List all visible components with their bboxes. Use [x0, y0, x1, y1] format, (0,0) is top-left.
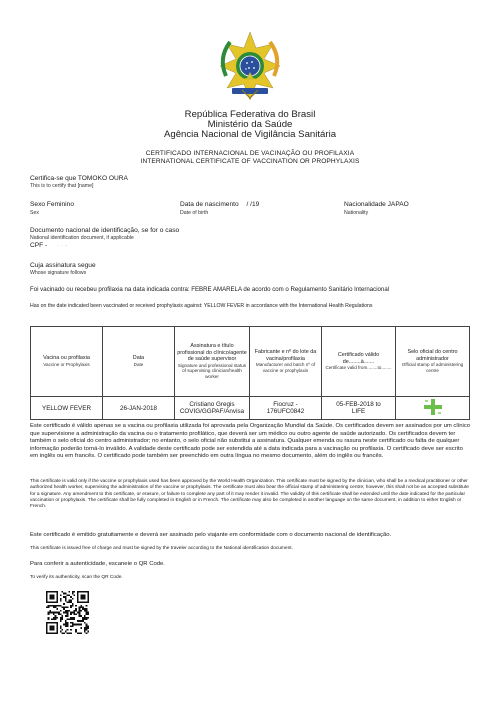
cpf-label: CPF - [30, 242, 48, 249]
qr-module [87, 612, 89, 614]
qr-module [60, 619, 62, 621]
qr-module [51, 605, 53, 607]
qr-module [79, 612, 81, 614]
header-republic: República Federativa do Brasil [184, 109, 316, 120]
cell-stamp [396, 397, 470, 420]
qr-module [75, 605, 77, 607]
cpf-row [30, 242, 67, 250]
qr-module [74, 613, 76, 615]
qr-module [82, 619, 84, 621]
signature-follows-en: Whose signature follows [30, 270, 87, 276]
qr-module [79, 624, 81, 626]
qr-module [70, 617, 72, 619]
qr-module [63, 632, 65, 634]
qr-module [74, 612, 76, 614]
qr-module [86, 627, 88, 629]
header-date-pt: Data [132, 355, 145, 362]
header-signature [175, 327, 250, 397]
header-validity-pt: Certificado válido de........à....... [337, 352, 380, 365]
qr-module [74, 610, 76, 612]
certificate-title-en: INTERNATIONAL CERTIFICATE OF VACCINATION OR PROPHYLAXIS [140, 158, 360, 165]
header-validity-en: Certificate valid from........to........ [325, 365, 392, 371]
certificate-title-pt: CERTIFICADO INTERNACIONAL DE VACINAÇÃO OU PROFILAXIA [145, 150, 355, 157]
qr-module [68, 619, 70, 621]
qr-module [80, 606, 82, 608]
header-manufacturer-en: Manufacturer and batch nº of vaccine or prophylaxis [255, 362, 316, 374]
qr-module [79, 632, 81, 634]
qr-module [79, 608, 81, 610]
dob-value: / /19 [246, 201, 260, 208]
cell-signature-org: COVIG/GGPAF/Anvisa [179, 408, 245, 416]
qr-module [60, 625, 62, 627]
qr-module [72, 617, 74, 619]
qr-module [60, 610, 62, 612]
dob-en: Date of birth [180, 210, 209, 216]
cell-validity-from: 05-FEB-2018 to [336, 400, 381, 408]
qr-module [65, 596, 67, 598]
qr-module [51, 619, 53, 621]
qr-module [58, 613, 60, 615]
qr-module [60, 598, 62, 600]
cell-manufacturer [250, 397, 322, 420]
qr-module [86, 617, 88, 619]
cpf-value: · · - [57, 242, 68, 249]
qr-module [86, 605, 88, 607]
table-header-row [31, 327, 470, 397]
qr-instruction-pt: Para conferir a autenticidade, escaneie o QR Code. [30, 561, 165, 567]
qr-module [67, 615, 69, 617]
qr-module [55, 605, 57, 607]
qr-module [87, 617, 89, 619]
cell-validity [322, 397, 396, 420]
qr-module [70, 605, 72, 607]
qr-module [67, 619, 69, 621]
qr-module [80, 615, 82, 617]
qr-module [48, 613, 50, 615]
qr-module [80, 605, 82, 607]
qr-module [49, 612, 51, 614]
header-vaccine [31, 327, 103, 397]
qr-module [65, 598, 67, 600]
qr-module [53, 612, 55, 614]
qr-module [75, 608, 77, 610]
qr-module [75, 631, 77, 633]
qr-module [80, 594, 85, 599]
qr-module [82, 620, 84, 622]
qr-module [51, 612, 53, 614]
qr-module [72, 593, 74, 595]
header-signature-pt: Assinatura e título profissional do clínico/agente de saúde supervisor [177, 342, 247, 363]
qr-module [67, 624, 69, 626]
qr-module [65, 624, 67, 626]
qr-module [70, 600, 72, 602]
qr-module [65, 610, 67, 612]
qr-module [86, 619, 88, 621]
qr-module [84, 619, 86, 621]
certify-name-en: This is to certify that [name] [30, 183, 94, 189]
header-date [103, 327, 175, 397]
qr-module [72, 622, 74, 624]
cell-signature [175, 397, 250, 420]
qr-module [65, 631, 67, 633]
qr-module [74, 591, 76, 593]
qr-module [65, 622, 67, 624]
header-agency: Agência Nacional de Vigilância Sanitária [163, 129, 337, 140]
qr-module [60, 620, 62, 622]
qr-module [68, 601, 70, 603]
header-ministry: Ministério da Saúde [207, 119, 293, 130]
qr-module [72, 598, 74, 600]
signature-follows-pt: Cuja assinatura segue [30, 262, 96, 269]
qr-module [60, 613, 62, 615]
vaccination-table [30, 326, 470, 420]
qr-module [86, 612, 88, 614]
qr-module [74, 594, 76, 596]
qr-module [67, 629, 69, 631]
cell-date: 26-JAN-2018 [103, 397, 175, 420]
stamp-cross-icon [422, 398, 444, 416]
qr-module [87, 631, 89, 633]
qr-module [49, 625, 54, 630]
qr-module [53, 605, 55, 607]
qr-module [72, 591, 74, 593]
qr-module [87, 627, 89, 629]
cell-manufacturer-batch: 176UFC0842 [266, 408, 305, 416]
qr-module [65, 625, 67, 627]
qr-module [74, 624, 76, 626]
qr-module [63, 606, 65, 608]
qr-module [55, 615, 57, 617]
qr-module [63, 612, 65, 614]
nationality-en: Nationality [344, 210, 369, 216]
sex-en: Sex [30, 210, 39, 216]
validity-text-en: This certificate is valid only if the vaccine or prophylaxis used has been approved by the World Health Organization. This certificate must be signed by the clinician, who shall be a medical practitioner or other authorized health worker, supervising the administration of the vaccine or prophylaxis. The certificate must also bear the official stamp of administering centre; however, this shall not be an accepted substitute for a signature. Any amendment to this certificate, or erasure, or failure to complete any part of it may render it invalid. The validity of this certificate shall be extended until the date indicated for the particular vaccination or prophylaxis. The certificate shall be fully completed in English or in French. The certificate may also be completed in another language on the same document, in addition to either English or French. [30, 479, 469, 510]
qr-module [67, 606, 69, 608]
qr-module [61, 606, 63, 608]
qr-module [53, 613, 55, 615]
qr-module [65, 612, 67, 614]
id-document-en: National identification document, if applicable [30, 235, 134, 241]
qr-module [84, 622, 86, 624]
qr-module [55, 612, 57, 614]
free-of-charge-pt: Este certificado é emitido gratuitamente e deverá ser assinado pelo viajante em conformidade com o documento nacional de identificação. [30, 532, 392, 538]
qr-module [67, 632, 69, 634]
qr-module [61, 632, 63, 634]
qr-module [77, 624, 79, 626]
qr-module [60, 594, 62, 596]
qr-module [63, 596, 65, 598]
cell-validity-to: LIFE [351, 408, 366, 416]
dob-label-pt [180, 201, 259, 209]
qr-module [72, 605, 74, 607]
qr-module [53, 619, 55, 621]
qr-module [61, 619, 63, 621]
qr-module [70, 612, 72, 614]
qr-module [65, 620, 67, 622]
cell-signature-name: Cristiano Gregis [189, 400, 235, 408]
qr-module [87, 625, 89, 627]
qr-module [72, 624, 74, 626]
qr-module [86, 610, 88, 612]
qr-module [84, 629, 86, 631]
qr-module [67, 601, 69, 603]
qr-module [48, 605, 50, 607]
qr-module [61, 617, 63, 619]
qr-module [63, 593, 65, 595]
qr-module [65, 600, 67, 602]
qr-module [68, 591, 70, 593]
qr-module [80, 627, 82, 629]
table-row [31, 397, 470, 420]
qr-module [63, 608, 65, 610]
qr-module [87, 613, 89, 615]
qr-module [82, 608, 84, 610]
qr-module [77, 620, 79, 622]
qr-instruction-en: To verify its authenticity, scan the QR Code. [30, 575, 123, 580]
qr-module [84, 610, 86, 612]
qr-module [70, 625, 72, 627]
qr-module [67, 622, 69, 624]
qr-module [72, 625, 74, 627]
qr-module [68, 594, 70, 596]
header-manufacturer [250, 327, 322, 397]
qr-module [79, 615, 81, 617]
qr-module [56, 608, 58, 610]
qr-module [86, 608, 88, 610]
sex-pt: Sexo Feminino [30, 201, 74, 208]
qr-module [79, 620, 81, 622]
qr-module [75, 613, 77, 615]
qr-module [72, 619, 74, 621]
qr-module [86, 613, 88, 615]
qr-module [68, 632, 70, 634]
header-vaccine-pt: Vacina ou profilaxia [43, 355, 90, 362]
qr-module [74, 619, 76, 621]
qr-module [79, 606, 81, 608]
qr-module [56, 612, 58, 614]
header-stamp-en: Official stamp of administering centre [401, 362, 464, 374]
qr-module [53, 617, 55, 619]
qr-module [68, 600, 70, 602]
qr-module [56, 605, 58, 607]
qr-module [46, 606, 48, 608]
qr-module [63, 624, 65, 626]
qr-module [74, 617, 76, 619]
qr-module [63, 603, 65, 605]
qr-module [60, 627, 62, 629]
qr-module [80, 624, 82, 626]
qr-module [61, 629, 63, 631]
qr-module [67, 613, 69, 615]
header-date-en: Date [133, 361, 144, 367]
qr-module [67, 625, 69, 627]
qr-module [48, 619, 50, 621]
qr-module [58, 612, 60, 614]
qr-module [65, 606, 67, 608]
qr-module [53, 606, 55, 608]
qr-module [72, 603, 74, 605]
qr-module [60, 600, 62, 602]
qr-module [58, 605, 60, 607]
free-of-charge-en: This certificate is issued free of charge and must be signed by the traveler according to the National identification document. [30, 546, 293, 551]
qr-module [70, 632, 72, 634]
qr-module [49, 610, 51, 612]
qr-module [55, 619, 57, 621]
qr-module [75, 629, 77, 631]
qr-module [70, 622, 72, 624]
qr-module [84, 615, 86, 617]
qr-module [79, 610, 81, 612]
qr-module [84, 627, 86, 629]
qr-module [84, 631, 86, 633]
qr-module [70, 606, 72, 608]
cell-manufacturer-name: Fiocruz - [273, 400, 298, 408]
qr-module [67, 594, 69, 596]
qr-module [80, 610, 82, 612]
qr-module [70, 619, 72, 621]
header-stamp-pt: Selo oficial do centro administrador [407, 349, 458, 362]
qr-module [75, 624, 77, 626]
header-signature-en: Signature and professional status of supervising clinician/health worker [177, 362, 247, 380]
qr-module [70, 596, 72, 598]
qr-code-icon[interactable] [46, 591, 89, 634]
qr-module [60, 631, 62, 633]
qr-module [77, 632, 79, 634]
vaccination-statement-en: Has on the date indicated been vaccinated or received prophylaxis against: YELLOW FEVER in accordance with the International Health Regulations [30, 303, 373, 309]
qr-module [55, 606, 57, 608]
dob-label-text: Data de nascimento [180, 201, 239, 208]
header-manufacturer-pt: Fabricante e nº do lote da vacina/profilaxia [254, 349, 317, 362]
qr-module [82, 617, 84, 619]
qr-module [60, 605, 62, 607]
qr-module [68, 610, 70, 612]
header-validity [322, 327, 396, 397]
certify-name-pt: Certifica-se que TOMOKO OURA [30, 175, 128, 182]
qr-module [55, 617, 57, 619]
qr-module [70, 601, 72, 603]
vaccination-statement-pt: Foi vacinado ou recebeu profilaxia na data indicada contra: FEBRE AMARELA de acordo com o Regulamento Sanitário Internacional [30, 286, 390, 293]
qr-module [70, 629, 72, 631]
qr-module [80, 632, 82, 634]
qr-module [61, 615, 63, 617]
header-vaccine-en: Vaccine or Prophylaxis [43, 361, 90, 367]
qr-module [77, 612, 79, 614]
qr-module [56, 617, 58, 619]
qr-module [86, 629, 88, 631]
qr-module [75, 610, 77, 612]
nationality-pt: Nacionalidade JAPAO [344, 201, 409, 208]
qr-module [49, 605, 51, 607]
qr-module [82, 606, 84, 608]
qr-module [72, 612, 74, 614]
qr-module [49, 594, 54, 599]
qr-module [70, 613, 72, 615]
qr-module [84, 608, 86, 610]
id-document-pt: Documento nacional de identificação, se for o caso [30, 227, 180, 234]
qr-module [67, 610, 69, 612]
brazil-coat-of-arms-icon [212, 28, 288, 104]
qr-module [67, 612, 69, 614]
qr-module [61, 591, 63, 593]
qr-module [65, 593, 67, 595]
qr-module [86, 625, 88, 627]
qr-module [48, 617, 50, 619]
qr-module [48, 612, 50, 614]
header-stamp [396, 327, 470, 397]
qr-module [84, 617, 86, 619]
qr-module [79, 613, 81, 615]
cell-vaccine: YELLOW FEVER [31, 397, 103, 420]
qr-module [86, 632, 88, 634]
qr-module [86, 624, 88, 626]
qr-module [80, 620, 82, 622]
qr-module [48, 606, 50, 608]
qr-module [60, 617, 62, 619]
qr-module [65, 615, 67, 617]
validity-text-pt: Este certificado é válido apenas se a vacina ou profilaxia utilizada foi aprovada pela Organização Mundial da Saúde. Os certificados devem ser assinados por um clínico que supervisione a administração da vacina ou o tratamento profilático, que deverá ser um médico ou outro agente de saúde autorizado. Os certificados devem ter também o selo oficial do centro administrador; no entanto, o selo oficial não substitui a assinatura. Qualquer emenda ou rasura neste certificado ou falta de qualquer informação poderão torná-lo inválido. A validade deste certificado pode ser estendida até a data indicada para a vacinação ou profilaxia. O certificado deve ser escrito em inglês ou em francês. O certificado pode também ser preenchido em outra língua no mesmo documento, além do inglês ou francês. [30, 423, 471, 460]
